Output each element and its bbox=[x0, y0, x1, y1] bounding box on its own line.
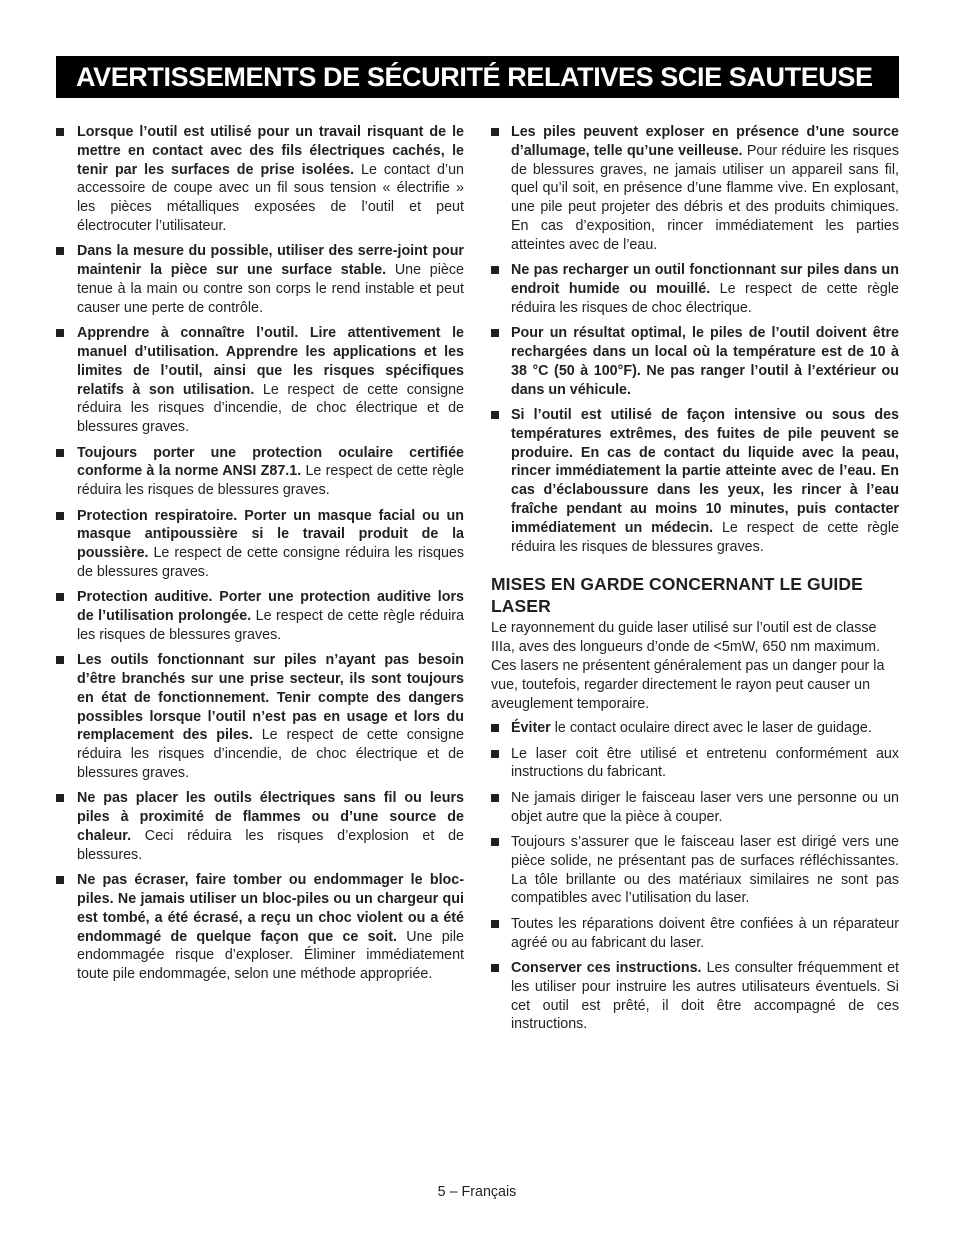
item-bold-text: Protection respiratoire. Porter un masque facial ou un masque antipoussière si le travail produit de la poussière. bbox=[77, 507, 464, 562]
item-bold-text: Les outils fonctionnant sur piles n’ayant pas besoin d’être branchés sur une prise secteur, ils sont toujours en état de fonctionnement. Tenir compte des dangers possibles lorsque l’outil n’est pas en usage et lors du remplacement des piles. bbox=[77, 652, 464, 744]
list-item bbox=[56, 324, 464, 437]
list-item bbox=[491, 789, 899, 827]
list-item bbox=[56, 123, 464, 236]
square-bullet-icon bbox=[491, 724, 499, 732]
square-bullet-icon bbox=[56, 329, 64, 337]
square-bullet-icon bbox=[491, 964, 499, 972]
laser-warnings-list bbox=[491, 719, 899, 1034]
item-bold-text: Ne pas écraser, faire tomber ou endommager le bloc-piles. Ne jamais utiliser un bloc-piles ou un chargeur qui est tombé, a été écrasé, a reçu un choc violent ou a été endommagé de quelque façon que ce soit. bbox=[77, 872, 464, 945]
square-bullet-icon bbox=[56, 876, 64, 884]
list-item bbox=[491, 406, 899, 556]
list-item bbox=[56, 789, 464, 864]
square-bullet-icon bbox=[56, 247, 64, 255]
item-text: Une pile endommagée risque d’exploser. Éliminer immédiatement toute pile endommagée, selon une méthode appropriée. bbox=[77, 928, 464, 983]
left-column bbox=[56, 123, 464, 991]
page-number: 5 – Français bbox=[437, 1184, 517, 1200]
item-bold-text: Pour un résultat optimal, le piles de l’outil doivent être rechargées dans un local où la température est de 10 à 38 °C (50 à 100°F). Ne pas ranger l’outil à l’extérieur ou dans un véhicule. bbox=[511, 325, 899, 398]
list-item bbox=[56, 651, 464, 783]
square-bullet-icon bbox=[56, 449, 64, 457]
square-bullet-icon bbox=[491, 838, 499, 846]
square-bullet-icon bbox=[56, 794, 64, 802]
item-bold-text: Lorsque l’outil est utilisé pour un travail risquant de le mettre en contact avec des fils électriques cachés, le tenir par les surfaces de prise isolées. bbox=[77, 124, 464, 178]
item-text: Une pièce tenue à la main ou contre son corps le rend instable et peut causer une perte de contrôle. bbox=[77, 262, 464, 316]
item-text: Le contact d’un accessoire de coupe avec un fil sous tension « électrifie » les pièces métalliques exposées de l’outil et peut électrocuter l’utilisateur. bbox=[77, 161, 465, 234]
item-text: Ceci réduira les risques d’explosion et de blessures. bbox=[77, 828, 464, 863]
item-bold-text: Si l’outil est utilisé de façon intensive ou sous des températures extrêmes, des fuites de pile peuvent se produire. En cas de contact du liquide avec la peau, rincer immédiatement la partie atteinte avec de l’eau. En cas d’éclaboussure dans les yeux, les rincer à l’eau fraîche pendant au moins 10 minutes, puis contacter immédiatement un médecin. bbox=[511, 406, 899, 536]
list-item bbox=[491, 261, 899, 317]
right-column bbox=[491, 123, 899, 1041]
square-bullet-icon bbox=[491, 750, 499, 758]
list-item bbox=[491, 745, 899, 783]
item-bold-text: Protection auditive. Porter une protection auditive lors de l’utilisation prolongée. bbox=[77, 589, 464, 625]
list-item bbox=[491, 324, 899, 399]
square-bullet-icon bbox=[56, 656, 64, 664]
item-bold-text: Conserver ces instructions. bbox=[511, 960, 702, 977]
item-text: Le respect de cette consigne réduira les risques de blessures graves. bbox=[77, 545, 464, 580]
item-text: Le respect de cette consigne réduira les risques d’incendie, de choc électrique et de blessures graves. bbox=[77, 727, 465, 782]
list-item bbox=[56, 242, 464, 317]
list-item bbox=[56, 444, 464, 500]
list-item bbox=[56, 871, 464, 984]
square-bullet-icon bbox=[491, 411, 499, 419]
square-bullet-icon bbox=[491, 266, 499, 274]
item-text: Toujours s’assurer que le faisceau laser est dirigé vers une pièce solide, ne présentant pas de surfaces réfléchissantes. La tôle brillante ou des matériaux similaires ne sont pas compatibles avec l’utilisation du laser. bbox=[511, 834, 899, 907]
square-bullet-icon bbox=[56, 593, 64, 601]
item-text: Les consulter fréquemment et les utiliser pour instruire les autres utilisateurs éventuels. Si cet outil est prêté, il doit être accompagné de ces instructions. bbox=[511, 960, 900, 1033]
item-bold-text: Ne pas recharger un outil fonctionnant sur piles dans un endroit humide ou mouillé. bbox=[511, 262, 899, 297]
list-item bbox=[491, 959, 899, 1034]
square-bullet-icon bbox=[491, 794, 499, 802]
item-bold-text: Toujours porter une protection oculaire certifiée conforme à la norme ANSI Z87.1. bbox=[77, 444, 464, 480]
list-item bbox=[491, 719, 899, 738]
item-bold-text: Apprendre à connaître l’outil. Lire attentivement le manuel d’utilisation. Apprendre les applications et les limites de l’outil, ainsi que les risques spécifiques relatifs à son utilisation. bbox=[77, 325, 464, 398]
item-text: Le respect de cette règle réduira les risques de choc électrique. bbox=[511, 280, 899, 316]
item-text: Toutes les réparations doivent être confiées à un réparateur agréé ou au fabricant du laser. bbox=[511, 915, 899, 951]
square-bullet-icon bbox=[491, 128, 499, 136]
item-text: Le respect de cette règle réduira les risques de blessures graves. bbox=[511, 519, 899, 555]
list-item bbox=[491, 833, 899, 908]
square-bullet-icon bbox=[491, 329, 499, 337]
item-text: le contact oculaire direct avec le laser de guidage. bbox=[550, 720, 872, 737]
laser-intro-paragraph: Le rayonnement du guide laser utilisé sur l’outil est de classe IIIa, aves des longueurs d’onde de <5mW, 650 nm maximum. Ces lasers ne présentent généralement pas un danger pour la vue, toutefois, regarder directement le rayon peut causer un aveuglement temporaire. bbox=[491, 620, 885, 712]
list-item bbox=[56, 507, 464, 582]
battery-warnings-list bbox=[491, 123, 899, 556]
page-title: AVERTISSEMENTS DE SÉCURITÉ RELATIVES SCIE SAUTEUSE bbox=[56, 56, 899, 98]
square-bullet-icon bbox=[491, 920, 499, 928]
item-text: Le respect de cette consigne réduira les risques d’incendie, de choc électrique et de blessures graves. bbox=[77, 381, 465, 436]
item-text: Le respect de cette règle réduira les risques de blessures graves. bbox=[77, 463, 464, 499]
square-bullet-icon bbox=[56, 128, 64, 136]
item-text: Le laser coit être utilisé et entretenu conformément aux instructions du fabricant. bbox=[511, 745, 899, 781]
laser-section-heading: MISES EN GARDE CONCERNANT LE GUIDE LASER bbox=[491, 574, 863, 617]
item-bold-text: Éviter bbox=[511, 720, 551, 737]
item-bold-text: Les piles peuvent exploser en présence d’une source d’allumage, telle qu’une veilleuse. bbox=[511, 124, 899, 159]
list-item bbox=[491, 123, 899, 255]
list-item bbox=[56, 588, 464, 644]
item-text: Le respect de cette règle réduira les risques de blessures graves. bbox=[77, 608, 464, 643]
item-text: Ne jamais diriger le faisceau laser vers une personne ou un objet autre que la pièce à couper. bbox=[511, 789, 899, 825]
item-bold-text: Ne pas placer les outils électriques sans fil ou leurs piles à proximité de flammes ou d’une source de chaleur. bbox=[77, 790, 464, 845]
safety-warnings-list bbox=[56, 123, 464, 984]
item-text: Pour réduire les risques de blessures graves, ne jamais utiliser un appareil sans fil, quel qu’il soit, en présence d’une flamme vive. En explosant, une pile peut projeter des débris et des produits chimiques. En cas d’exposition, rincer immédiatement les parties atteintes avec de l’eau. bbox=[511, 142, 899, 253]
square-bullet-icon bbox=[56, 512, 64, 520]
item-bold-text: Dans la mesure du possible, utiliser des serre-joint pour maintenir la pièce sur une surface stable. bbox=[77, 243, 464, 279]
list-item bbox=[491, 915, 899, 953]
